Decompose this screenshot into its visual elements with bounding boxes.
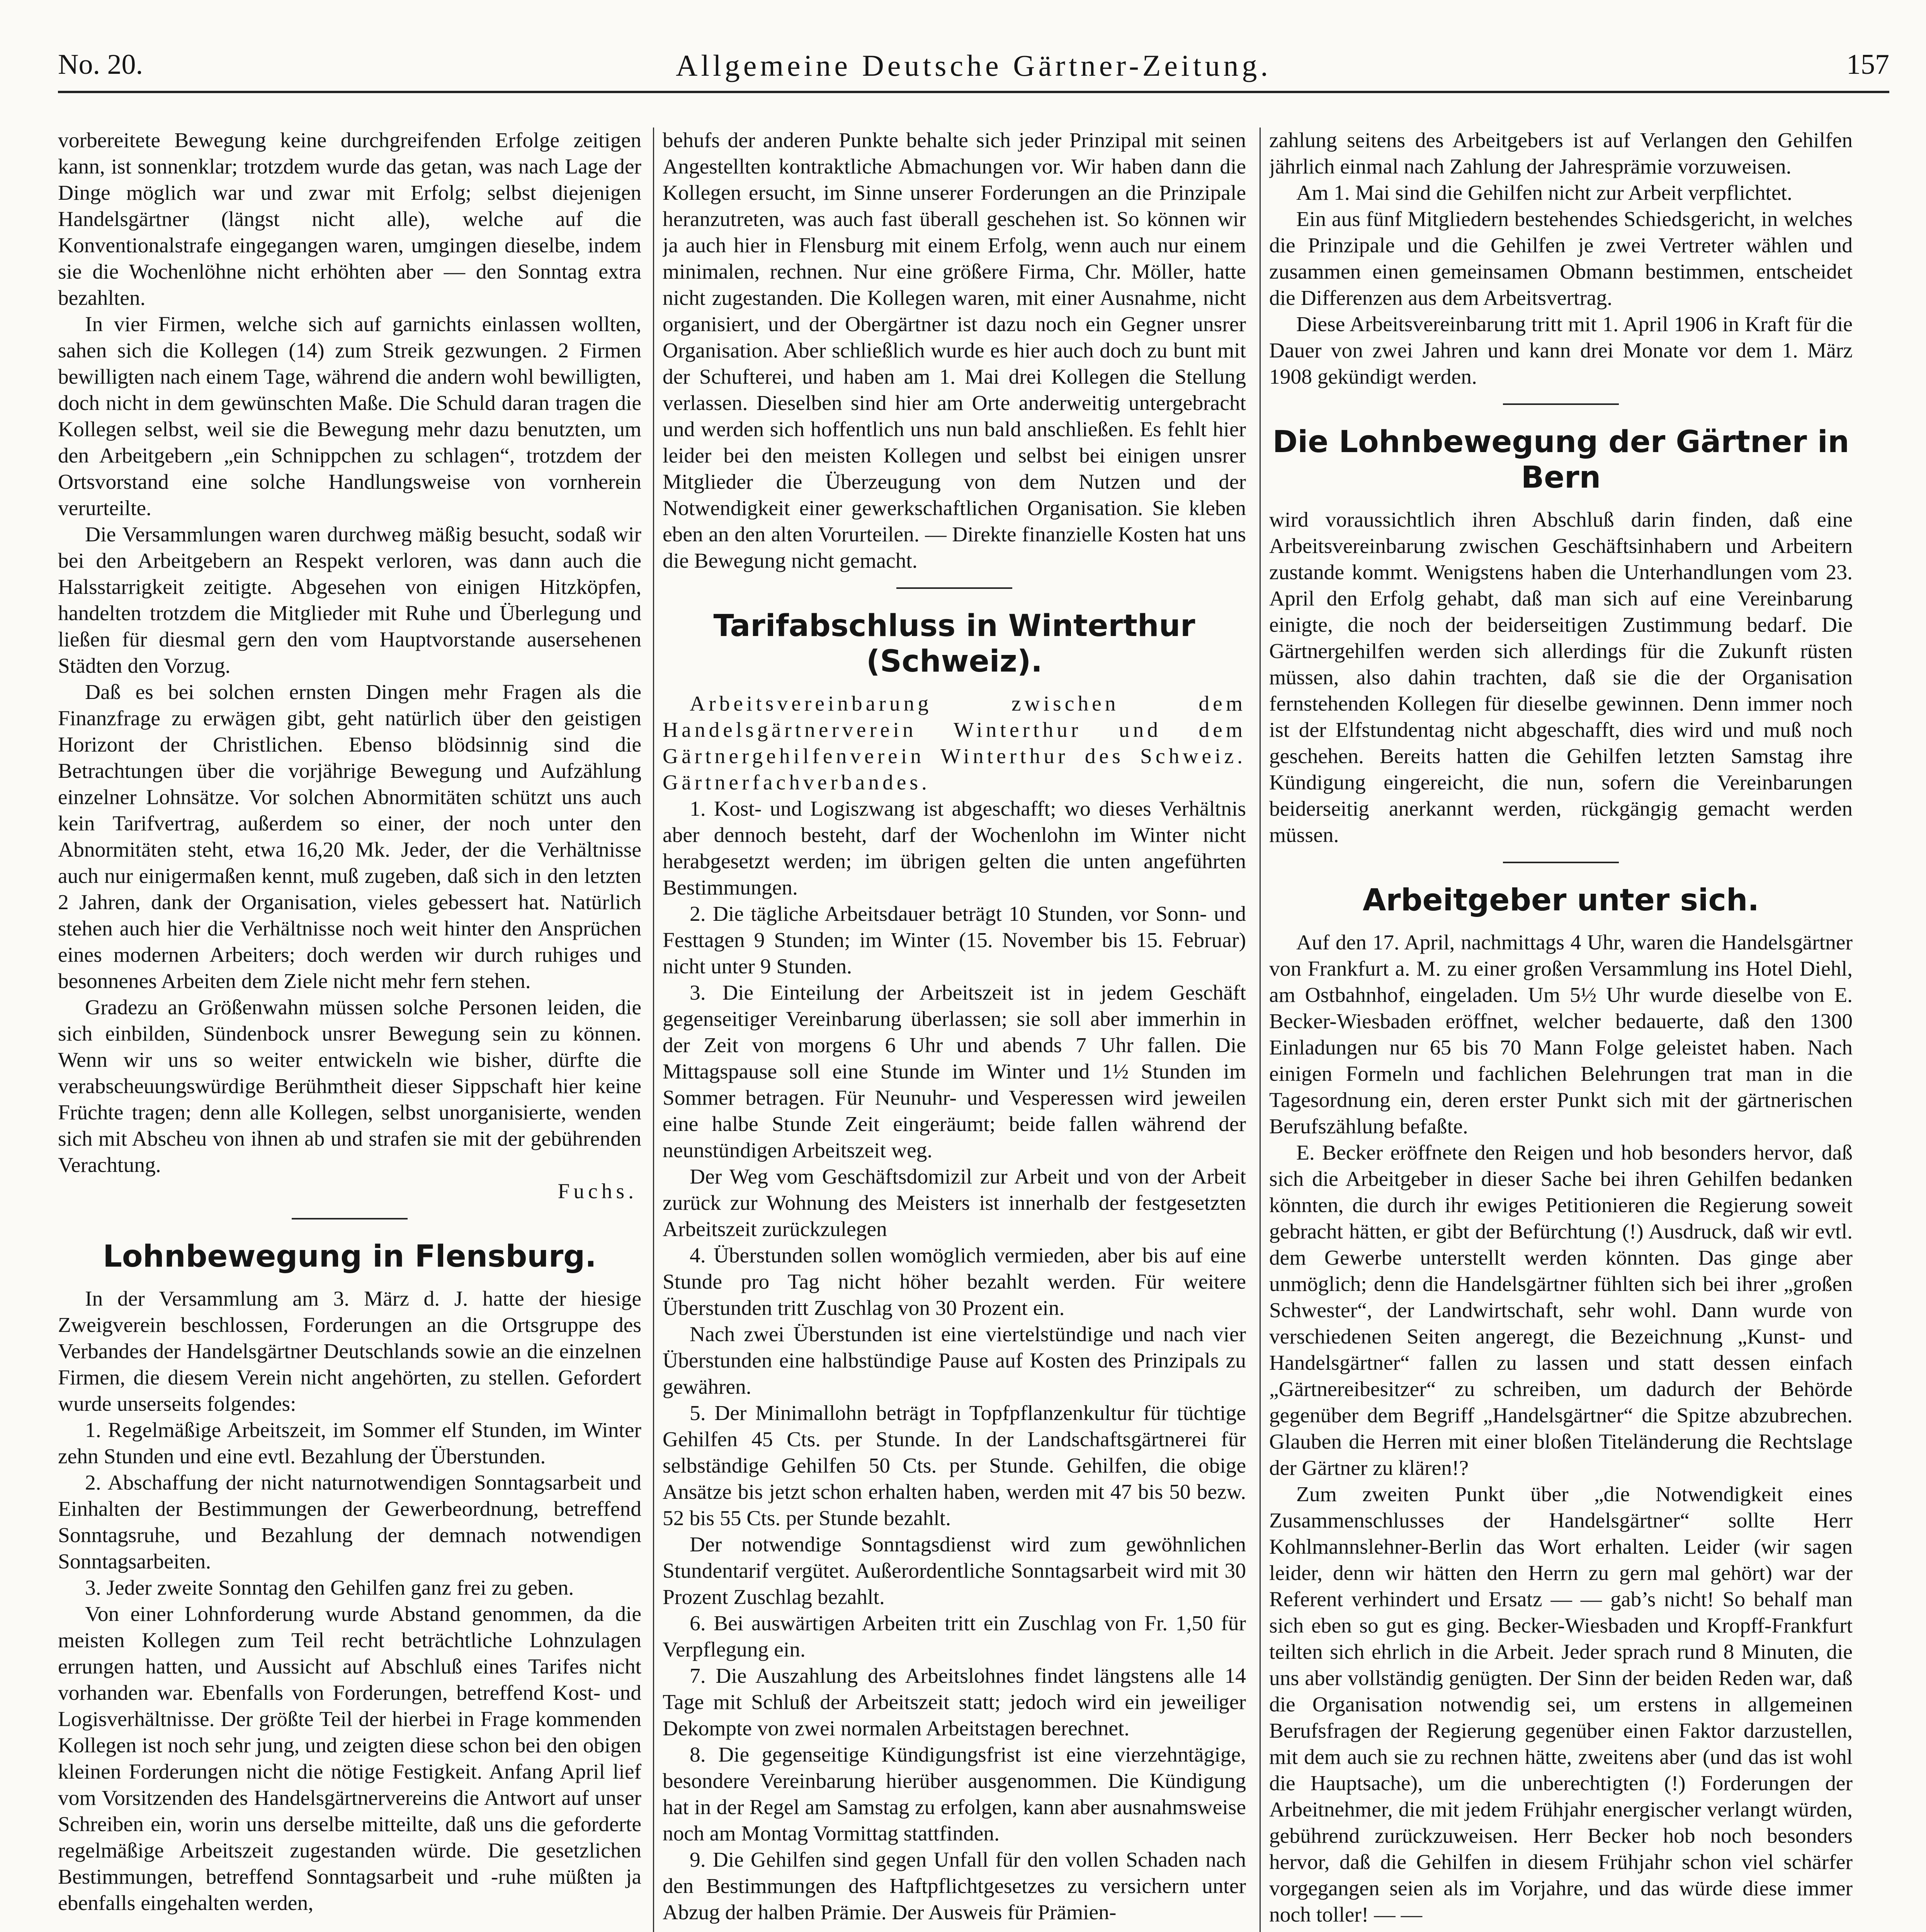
paragraph: Daß es bei solchen ernsten Dingen mehr Fragen als die Finanzfrage zu erwägen gibt, geht natürlich über den geistigen Horizont der Christlichen. Ebenso blödsinnig sind die Betrachtungen über die vorjährige Bewegung und Aufzählung einzelner Lohnsätze. Vor solchen Abnormitäten schützt uns auch kein Tarifvertrag, außerdem so einer, der noch unter den Abnormitäten steht, etwa 16,20 Mk. Jeder, der die Verhältnisse auch nur einigermaßen kennt, muß zugeben, daß sich in den letzten 2 Jahren, dank der Organisation, vieles gebessert hat. Natürlich stehen auch hier die Verhältnisse noch weit hinter den Ansprüchen eines modernen Arbeiters; doch werden wir durch ruhiges und besonnenes Arbeiten dem Ziele nicht mehr fern stehen. <box>58 680 641 993</box>
column-1 <box>58 128 641 1932</box>
paragraph: zahlung seitens des Arbeitgebers ist auf Verlangen den Gehilfen jährlich einmal nach Zahlung der Jahresprämie vorzuweisen. <box>1269 129 1853 179</box>
paragraph: 3. Jeder zweite Sonntag den Gehilfen ganz frei zu geben. <box>85 1576 574 1600</box>
paragraph: 6. Bei auswärtigen Arbeiten tritt ein Zuschlag von Fr. 1,50 für Verpflegung ein. <box>663 1612 1246 1662</box>
column-2 <box>663 128 1246 1932</box>
paragraph: Nach zwei Überstunden ist eine viertelstündige und nach vier Überstunden eine halbstündige Pause auf Kosten des Prinzipals zu gewähren. <box>663 1323 1246 1399</box>
paragraph: In vier Firmen, welche sich auf garnichts einlassen wollten, sahen sich die Kollegen (14) zum Streik gezwungen. 2 Firmen bewilligten nach einem Tage, während die andern wohl bewilligten, doch nicht in dem gewünschten Maße. Die Schuld daran tragen die Kollegen selbst, weil sie die Bewegung mehr dazu benutzten, um den Arbeitgebern „ein Schnippchen zu schlagen“, trotzdem der Ortsvorstand eine solche Handlungsweise von vornherein verurteilte. <box>58 313 641 520</box>
paragraph: 3. Die Einteilung der Arbeitszeit ist in jedem Geschäft gegenseitiger Vereinbarung überlassen; sie soll aber immerhin in der Zeit von morgens 6 Uhr und abends 7 Uhr fallen. Die Mittagspause soll eine Stunde im Winter und 1½ Stunden im Sommer betragen. Für Neunuhr- und Vesperessen wird jeweilen eine halbe Stunde Zeit eingeräumt; beide fallen während der neunstündigen Arbeitszeit weg. <box>663 981 1246 1162</box>
newspaper-title: Allgemeine Deutsche Gärtner-Zeitung. <box>676 49 1272 82</box>
paragraph: Zum zweiten Punkt über „die Notwendigkeit eines Zusammenschlusses der Handelsgärtner“ sollte Herr Kohlmannslehner-Berlin das Wort erhalten. Leider (wir sagen leider, denn wir hätten den Herrn zu gern mal gehört) war der Referent verhindert und Ersatz — — gab’s nicht! So behalf man sich eben so gut es ging. Becker-Wiesbaden und Kropff-Frankfurt teilten sich ehrlich in die Arbeit. Jeder sprach rund 8 Minuten, die uns aber vollständig genügten. Der Sinn der beiden Reden war, daß die Organisation notwendig sei, um erstens in allgemeinen Berufsfragen der Regierung gegenüber einen Faktor darzustellen, mit dem auch sie zu rechnen hätte, zweitens aber (und das ist wohl die Hauptsache), um die unberechtigten (!) Forderungen der Arbeitnehmer, die mit jedem Frühjahr energischer verlangt würden, gebührend zurückzuweisen. Herr Becker hob noch besonders hervor, daß die Gehilfen in diesem Frühjahr schon viel schärfer vorgegangen seien als im Vorjahre, und das würde diese immer noch toller! — — <box>1269 1483 1853 1927</box>
paragraph: E. Becker eröffnete den Reigen und hob besonders hervor, daß sich die Arbeitgeber in dieser Sache bei ihren Gehilfen bedanken könnten, die durch ihr ewiges Petitionieren die Regierung soweit gebracht hätten, er gibt der Befürchtung (!) Ausdruck, daß wir evtl. dem Gewerbe unterstellt werden könnten. Das ginge aber unmöglich; denn die Handelsgärtner fühlten sich bei ihrer „großen Schwester“, der Landwirtschaft, sehr wohl. Dann wurde von verschiedenen Seiten angeregt, die Bezeichnung „Kunst- und Handelsgärtner“ fallen zu lassen und statt dessen einfach „Gärtnereibesitzer“ zu schreiben, um dadurch der Behörde gegenüber dem Begriff „Handelsgärtner“ die Spitze abzubrechen. Glauben die Herren mit einer bloßen Titeländerung die Rechtslage der Gärtner zu klären!? <box>1269 1141 1853 1480</box>
page-header <box>58 37 1889 93</box>
paragraph: Die Versammlungen waren durchweg mäßig besucht, sodaß wir bei den Arbeitgebern an Respekt verloren, was dann auch die Halsstarrigkeit zeitigte. Abgesehen von einigen Hitzköpfen, handelten trotzdem die Mitglieder mit Ruhe und Überlegung und ließen für diesmal gern den vom Hauptvorstande ausersehenen Städten den Vorzug. <box>58 523 641 678</box>
paragraph: In der Versammlung am 3. März d. J. hatte der hiesige Zweigverein beschlossen, Forderungen an die Ortsgruppe des Verbandes der Handelsgärtner Deutschlands sowie an die einzelnen Firmen, die diesem Verein nicht angehörten, zu stellen. Gefordert wurde unserseits folgendes: <box>58 1287 641 1416</box>
column-divider <box>1260 128 1261 1932</box>
paragraph: 8. Die gegenseitige Kündigungsfrist ist eine vierzehntägige, besondere Vereinbarung hierüber ausgenommen. Die Kündigung hat in der Regel am Samstag zu erfolgen, kann aber ausnahmsweise noch am Montag Vormittag stattfinden. <box>663 1743 1246 1845</box>
paragraph: Am 1. Mai sind die Gehilfen nicht zur Arbeit verpflichtet. <box>1296 181 1792 205</box>
paragraph: behufs der anderen Punkte behalte sich jeder Prinzipal mit seinen Angestellten kontraktliche Abmachungen vor. Wir haben dann die Kollegen ersucht, im Sinne unserer Forderungen an die Prinzipale heranzutreten, was auch fast überall geschehen ist. So können wir ja auch hier in Flensburg mit einem Erfolg, wenn auch nur einem minimalen, rechnen. Nur eine größere Firma, Chr. Möller, hatte nicht zugestanden. Die Kollegen waren, mit einer Ausnahme, nicht organisiert, und der Obergärtner ist dazu noch ein Gegner unsrer Organisation. Aber schließlich wurde es hier auch doch zu bunt mit der Schufterei, und haben am 1. Mai drei Kollegen die Stellung verlassen. Dieselben sind hier am Orte anderweitig untergebracht und werden sich hoffentlich uns nun bald anschließen. Es fehlt hier leider bei den meisten Kollegen und selbst bei einigen unsrer Mitglieder die Überzeugung von dem Nutzen und der Notwendigkeit einer gewerkschaftlichen Organisation. Sie kleben eben an den alten Vorurteilen. — Direkte finanzielle Kosten hat uns die Bewegung nicht gemacht. <box>663 129 1246 573</box>
paragraph: Der notwendige Sonntagsdienst wird zum gewöhnlichen Stundentarif vergütet. Außerordentliche Sonntagsarbeit wird mit 30 Prozent Zuschlag bezahlt. <box>663 1533 1246 1609</box>
paragraph: Diese Arbeitsvereinbarung tritt mit 1. April 1906 in Kraft für die Dauer von zwei Jahren und kann drei Monate vor dem 1. März 1908 gekündigt werden. <box>1269 313 1853 389</box>
section-separator <box>1503 862 1619 863</box>
column-3 <box>1269 128 1853 1932</box>
paragraph: Auf den 17. April, nachmittags 4 Uhr, waren die Handelsgärtner von Frankfurt a. M. zu einer großen Versammlung ins Hotel Diehl, am Ostbahnhof, eingeladen. Um 5½ Uhr wurde dieselbe von E. Becker-Wiesbaden eröffnet, welcher bedauerte, daß den 1300 Einladungen nur 65 bis 70 Mann Folge geleistet haben. Nach einigen Formeln und fachlichen Belehrungen trat man in die Tagesordnung ein, deren erster Punkt sich mit der gärtnerischen Berufszählung befaßte. <box>1269 931 1853 1138</box>
section-separator <box>292 1218 408 1219</box>
agreement-intro: Arbeitsvereinbarung zwischen dem Handelsgärtnerverein Winterthur und dem Gärtnergehilfenverein Winterthur des Schweiz. Gärtnerfachverbandes. <box>663 692 1246 794</box>
column-divider <box>653 128 654 1932</box>
paragraph: Ein aus fünf Mitgliedern bestehendes Schiedsgericht, in welches die Prinzipale und die Gehilfen je zwei Vertreter wählen und zusammen einen gemeinsamen Obmann bestimmen, entscheidet die Differenzen aus dem Arbeitsvertrag. <box>1269 207 1853 310</box>
article-heading-flensburg: Lohnbewegung in Flensburg. <box>103 1239 597 1274</box>
paragraph: 2. Die tägliche Arbeitsdauer beträgt 10 Stunden, vor Sonn- und Festtagen 9 Stunden; im Winter (15. November bis 15. Februar) nicht unter 9 Stunden. <box>663 902 1246 978</box>
section-separator <box>896 587 1012 589</box>
paragraph: Der Weg vom Geschäftsdomizil zur Arbeit und von der Arbeit zurück zur Wohnung des Meisters ist innerhalb der festgesetzten Arbeitszeit zurückzulegen <box>663 1165 1246 1241</box>
page-number: 157 <box>1846 49 1889 80</box>
paragraph: 2. Abschaffung der nicht naturnotwendigen Sonntagsarbeit und Einhalten der Bestimmungen der Gewerbeordnung, betreffend Sonntagsruhe, und Bezahlung der demnach notwendigen Sonntagsarbeiten. <box>58 1471 641 1573</box>
paragraph: Gradezu an Größenwahn müssen solche Personen leiden, die sich einbilden, Sündenbock unsrer Bewegung sein zu können. Wenn wir uns so weiter entwickeln wie bisher, dürfte die verabscheuungswürdige Berühmtheit dieser Sippschaft hier keine Früchte tragen; denn alle Kollegen, selbst unorganisierte, wenden sich mit Abscheu von ihnen ab und strafen sie mit der gebührenden Verachtung. <box>58 996 641 1177</box>
paragraph: Von einer Lohnforderung wurde Abstand genommen, da die meisten Kollegen zum Teil recht beträchtliche Lohnzulagen errungen hatten, und Aussicht auf Abschluß eines Tarifes nicht vorhanden war. Ebenfalls von Forderungen, betreffend Kost- und Logisverhältnisse. Der größte Teil der hierbei in Frage kommenden Kollegen ist noch sehr jung, und zeigten diese schon bei den obigen kleinen Forderungen nicht die nötige Festigkeit. Anfang April lief vom Vorsitzenden des Handelsgärtnervereins die Antwort auf unser Schreiben ein, worin uns derselbe mitteilte, daß uns die geforderte regelmäßige Arbeitszeit zugestanden würde. Die gesetzlichen Bestimmungen, betreffend Sonntagsarbeit und -ruhe müßten ja ebenfalls eingehalten werden, <box>58 1602 641 1915</box>
issue-number: No. 20. <box>58 49 143 80</box>
paragraph: 1. Kost- und Logiszwang ist abgeschafft; wo dieses Verhältnis aber dennoch besteht, darf der Wochenlohn im Winter nicht herabgesetzt werden; im übrigen gelten die unten angeführten Bestimmungen. <box>663 797 1246 900</box>
paragraph: wird voraussichtlich ihren Abschluß darin finden, daß eine Arbeitsvereinbarung zwischen Geschäftsinhabern und Arbeitern zustande kommt. Wenigstens haben die Unterhandlungen vom 23. April den Erfolg gehabt, daß man sich auf eine Vereinbarung einigte, die noch der beiderseitigen Zustimmung bedarf. Die Gärtnergehilfen werden sich allerdings für die Zukunft rüsten müssen, also dahin trachten, daß sie die der Organisation fernstehenden Kollegen für dieselbe gewinnen. Denn immer noch ist der Elfstundentag nicht abgeschafft, dies wird und muß noch geschehen. Bereits hatten die Gehilfen letzten Samstag ihre Kündigung eingereicht, die nun, sofern die Vereinbarungen beiderseitig anerkannt werden, rückgängig gemacht werden müssen. <box>1269 508 1853 847</box>
article-heading-bern: Die Lohnbewegung der Gärtner in Bern <box>1272 425 1850 495</box>
section-separator <box>1503 403 1619 405</box>
paragraph: 1. Regelmäßige Arbeitszeit, im Sommer elf Stunden, im Winter zehn Stunden und eine evtl. Bezahlung der Überstunden. <box>58 1418 641 1468</box>
paragraph: 9. Die Gehilfen sind gegen Unfall für den vollen Schaden nach den Bestimmungen des Haftpflichtgesetzes zu versichern unter Abzug der halben Prämie. Der Ausweis für Prämien- <box>663 1848 1246 1924</box>
article-heading-winterthur: Tarifabschluss in Winterthur (Schweiz). <box>713 609 1195 679</box>
paragraph: 4. Überstunden sollen womöglich vermieden, aber bis auf eine Stunde pro Tag nicht höher bezahlt werden. Für weitere Überstunden tritt Zuschlag von 30 Prozent ein. <box>663 1244 1246 1320</box>
paragraph: vorbereitete Bewegung keine durchgreifenden Erfolge zeitigen kann, ist sonnenklar; trotzdem wurde das getan, was nach Lage der Dinge möglich war und zwar mit Erfolg; selbst diejenigen Handelsgärtner (längst nicht alle), welche auf die Konventionalstrafe eingegangen waren, umgingen dieselbe, indem sie die Wochenlöhne nicht erhöhten aber — den Sonntag extra bezahlten. <box>58 129 641 310</box>
paragraph: 7. Die Auszahlung des Arbeitslohnes findet längstens alle 14 Tage mit Schluß der Arbeitszeit statt; jedoch wird ein jeweiliger Dekompte von zwei normalen Arbeitstagen berechnet. <box>663 1664 1246 1740</box>
paragraph: 5. Der Minimallohn beträgt in Topfpflanzenkultur für tüchtige Gehilfen 45 Cts. per Stunde. In der Landschaftsgärtnerei für selbständige Gehilfen 50 Cts. per Stunde. Gehilfen, die obige Ansätze bis jetzt schon erhalten haben, werden mit 47 bis 50 bezw. 52 bis 55 Cts. per Stunde bezahlt. <box>663 1401 1246 1530</box>
author-signature: Fuchs. <box>558 1180 637 1203</box>
article-heading-arbeitgeber: Arbeitgeber unter sich. <box>1362 883 1759 918</box>
